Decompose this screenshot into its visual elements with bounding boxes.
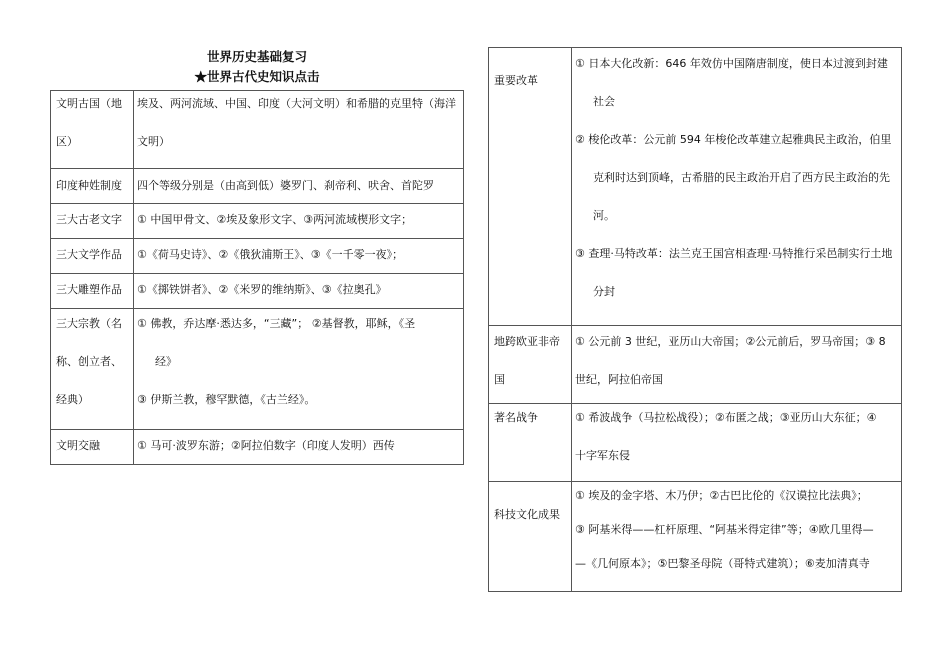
table-row [51,91,464,169]
right-knowledge-table [488,47,902,592]
row-key [489,326,572,404]
row-key [51,169,134,204]
value-line: ③ 查理·马特改革：法兰克王国宫相查理·马特推行采邑制实行土地 [575,247,893,260]
key-line: 文明古国（地 [56,97,122,110]
value-line: 文明） [137,135,170,148]
key-line: 科技文化成果 [494,508,560,521]
table-row [489,326,902,404]
page-subtitle: ★世界古代史知识点击 [194,69,320,84]
value-line: 经》 [155,355,177,368]
value-line: 埃及、两河流域、中国、印度（大河文明）和希腊的克里特（海洋 [137,97,456,110]
key-line: 经典） [56,393,89,406]
row-value [134,309,464,430]
table-row [51,430,464,465]
row-value [572,482,902,592]
value-line: ① 希波战争（马拉松战役）；②布匿之战；③亚历山大东征；④ [575,411,877,424]
key-line: 三大宗教（名 [56,317,122,330]
value-line: ② 梭伦改革：公元前 594 年梭伦改革建立起雅典民主政治，伯里 [575,133,892,146]
value-line: ①《荷马史诗》、②《俄狄浦斯王》、③《一千零一夜》； [137,248,404,261]
value-line: ①《掷铁饼者》、②《米罗的维纳斯》、③《拉奥孔》 [137,283,387,296]
row-value [134,430,464,465]
row-value [572,404,902,482]
value-line: ① 日本大化改新：646 年效仿中国隋唐制度，使日本过渡到封建 [575,57,888,70]
value-line: 分封 [593,285,615,298]
key-line: 区） [56,135,78,148]
key-line: 文明交融 [56,439,100,452]
value-line: 四个等级分别是（由高到低）婆罗门、刹帝利、吠舍、首陀罗 [137,179,434,192]
row-value [134,239,464,274]
table-row [51,169,464,204]
value-line: 河。 [593,209,615,222]
left-knowledge-table [50,90,464,465]
table-row [489,48,902,326]
row-value [572,48,902,326]
value-line: ① 佛教，乔达摩·悉达多，“三藏”； ②基督教，耶稣，《圣 [137,317,416,330]
value-line: —《几何原本》；⑤巴黎圣母院（哥特式建筑）；⑥麦加清真寺 [575,557,870,570]
value-line: 社会 [593,95,615,108]
value-line: ③ 伊斯兰教，穆罕默德，《古兰经》。 [137,393,316,406]
table-row [51,239,464,274]
table-row [489,482,902,592]
key-line: 著名战争 [494,411,538,424]
table-row [51,204,464,239]
value-line: ① 马可·波罗东游；②阿拉伯数字（印度人发明）西传 [137,439,395,452]
row-value [134,91,464,169]
row-key [489,404,572,482]
page-title: 世界历史基础复习 [206,49,307,64]
row-value [572,326,902,404]
key-line: 地跨欧亚非帝 [494,335,560,348]
value-line: 十字军东侵 [575,449,630,462]
value-line: ① 公元前 3 世纪，亚历山大帝国；②公元前后，罗马帝国；③ 8 [575,335,886,348]
row-key [51,91,134,169]
row-key [51,239,134,274]
row-value [134,204,464,239]
key-line: 称、创立者、 [56,355,122,368]
value-line: 克利时达到顶峰，古希腊的民主政治开启了西方民主政治的先 [593,171,890,184]
value-line: ① 中国甲骨文、②埃及象形文字、③两河流域楔形文字； [137,213,413,226]
key-line: 三大古老文字 [56,213,122,226]
row-value [134,169,464,204]
value-line: ① 埃及的金字塔、木乃伊；②古巴比伦的《汉谟拉比法典》； [575,489,868,502]
row-key [51,430,134,465]
table-row [51,274,464,309]
row-key [51,274,134,309]
row-key [489,482,572,592]
value-line: 世纪，阿拉伯帝国 [575,373,663,386]
row-key [51,309,134,430]
row-key [489,48,572,326]
key-line: 三大文学作品 [56,248,122,261]
key-line: 重要改革 [494,74,538,87]
row-key [51,204,134,239]
table-row [489,404,902,482]
key-line: 国 [494,373,505,386]
table-row [51,309,464,430]
key-line: 印度种姓制度 [56,179,122,192]
key-line: 三大雕塑作品 [56,283,122,296]
value-line: ③ 阿基米得——杠杆原理、“阿基米得定律”等；④欧几里得— [575,523,874,536]
row-value [134,274,464,309]
